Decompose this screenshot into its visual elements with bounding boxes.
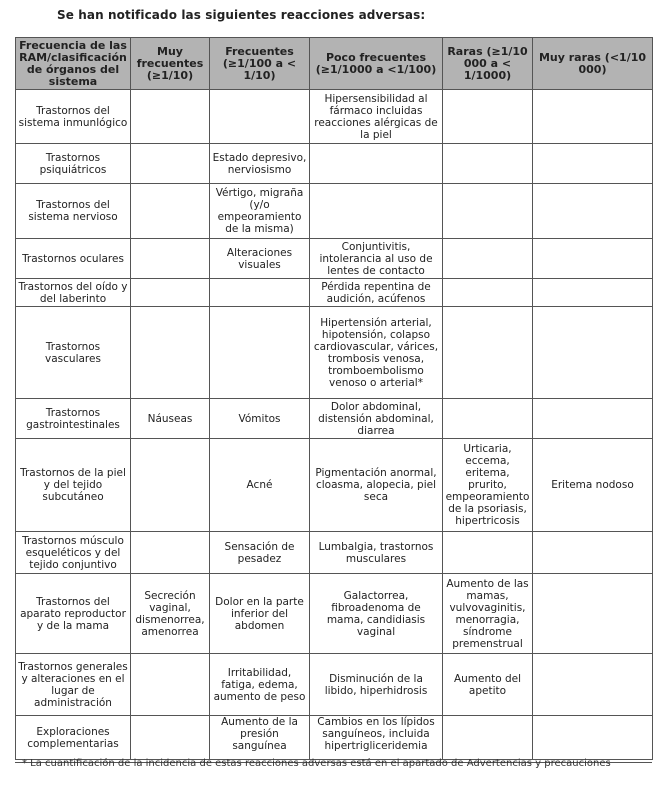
organ-system-cell: Exploraciones complementarias [16, 716, 131, 760]
footnote [22, 758, 622, 770]
organ-system-cell: Trastornos del sistema nervioso [16, 184, 131, 239]
frequency-cell: Aumento de las mamas, vulvovaginitis, menorragia, síndrome premenstrual [443, 574, 533, 654]
frequency-cell [443, 307, 533, 399]
frequency-cell: Estado depresivo, nerviosismo [210, 144, 310, 184]
frequency-cell [210, 90, 310, 144]
frequency-cell: Sensación de pesadez [210, 532, 310, 574]
organ-system-cell: Trastornos oculares [16, 239, 131, 279]
frequency-cell: Dolor abdominal, distensión abdominal, diarrea [310, 399, 443, 439]
organ-system-cell: Trastornos de la piel y del tejido subcutáneo [16, 439, 131, 532]
frequency-cell [310, 184, 443, 239]
table-row [16, 399, 653, 439]
table-row [16, 279, 653, 307]
section-heading: Se han notificado las siguientes reacciones adversas: [57, 8, 426, 22]
frequency-cell [533, 144, 653, 184]
frequency-cell [443, 144, 533, 184]
frequency-cell [131, 184, 210, 239]
organ-system-cell: Trastornos del aparato reproductor y de la mama [16, 574, 131, 654]
table-header-row [16, 38, 653, 90]
frequency-cell [131, 307, 210, 399]
footnote-text: * La cuantificación de la incidencia de estas reacciones adversas está en el apartado de Advertencias y precauciones [22, 758, 611, 769]
frequency-cell [210, 307, 310, 399]
frequency-cell: Cambios en los lípidos sanguíneos, incluida hipertrigliceridemia [310, 716, 443, 760]
table-row [16, 144, 653, 184]
frequency-cell: Acné [210, 439, 310, 532]
table-row [16, 532, 653, 574]
frequency-cell [443, 399, 533, 439]
organ-system-cell: Trastornos del oído y del laberinto [16, 279, 131, 307]
frequency-cell [533, 184, 653, 239]
column-header-0: Frecuencia de las RAM/clasificación de órganos del sistema [16, 38, 131, 90]
frequency-cell [533, 532, 653, 574]
frequency-cell [443, 716, 533, 760]
frequency-cell: Alteraciones visuales [210, 239, 310, 279]
table-row [16, 307, 653, 399]
column-header-5: Muy raras (<1/10 000) [533, 38, 653, 90]
frequency-cell: Disminución de la libido, hiperhidrosis [310, 654, 443, 716]
organ-system-cell: Trastornos músculo esqueléticos y del tejido conjuntivo [16, 532, 131, 574]
frequency-cell [131, 279, 210, 307]
frequency-cell: Lumbalgia, trastornos musculares [310, 532, 443, 574]
frequency-cell [131, 654, 210, 716]
frequency-cell: Hipertensión arterial, hipotensión, colapso cardiovascular, várices, trombosis venosa, tromboembolismo venoso o arterial* [310, 307, 443, 399]
frequency-cell [443, 184, 533, 239]
table-row [16, 654, 653, 716]
column-header-4: Raras (≥1/10 000 a < 1/1000) [443, 38, 533, 90]
frequency-cell [131, 239, 210, 279]
frequency-cell: Dolor en la parte inferior del abdomen [210, 574, 310, 654]
frequency-cell [533, 307, 653, 399]
frequency-cell: Galactorrea, fibroadenoma de mama, candidiasis vaginal [310, 574, 443, 654]
organ-system-cell: Trastornos del sistema inmunlógico [16, 90, 131, 144]
frequency-cell: Aumento del apetito [443, 654, 533, 716]
frequency-cell: Pérdida repentina de audición, acúfenos [310, 279, 443, 307]
frequency-cell [533, 90, 653, 144]
table-row [16, 90, 653, 144]
frequency-cell [443, 279, 533, 307]
table-row [16, 439, 653, 532]
frequency-cell [310, 144, 443, 184]
column-header-2: Frecuentes (≥1/100 a < 1/10) [210, 38, 310, 90]
frequency-cell: Vértigo, migraña (y/o empeoramiento de la misma) [210, 184, 310, 239]
frequency-cell [533, 239, 653, 279]
frequency-cell [533, 574, 653, 654]
frequency-cell: Conjuntivitis, intolerancia al uso de lentes de contacto [310, 239, 443, 279]
frequency-cell [533, 716, 653, 760]
table-body [16, 90, 653, 760]
frequency-cell: Vómitos [210, 399, 310, 439]
organ-system-cell: Trastornos generales y alteraciones en el lugar de administración [16, 654, 131, 716]
frequency-cell: Aumento de la presión sanguínea [210, 716, 310, 760]
frequency-cell [533, 279, 653, 307]
frequency-cell [443, 532, 533, 574]
frequency-cell [131, 532, 210, 574]
frequency-cell [443, 90, 533, 144]
frequency-cell: Urticaria, eccema, eritema, prurito, empeoramiento de la psoriasis, hipertricosis [443, 439, 533, 532]
frequency-cell [131, 144, 210, 184]
table-row [16, 239, 653, 279]
frequency-cell [443, 239, 533, 279]
frequency-cell [131, 90, 210, 144]
frequency-cell [210, 279, 310, 307]
frequency-cell [131, 439, 210, 532]
frequency-cell: Irritabilidad, fatiga, edema, aumento de peso [210, 654, 310, 716]
column-header-3: Poco frecuentes (≥1/1000 a <1/100) [310, 38, 443, 90]
frequency-cell: Secreción vaginal, dismenorrea, amenorrea [131, 574, 210, 654]
organ-system-cell: Trastornos vasculares [16, 307, 131, 399]
frequency-cell: Náuseas [131, 399, 210, 439]
column-header-1: Muy frecuentes (≥1/10) [131, 38, 210, 90]
frequency-cell [533, 399, 653, 439]
table-row [16, 574, 653, 654]
adverse-reactions-table [15, 37, 653, 760]
table-row [16, 184, 653, 239]
frequency-cell [131, 716, 210, 760]
organ-system-cell: Trastornos gastrointestinales [16, 399, 131, 439]
frequency-cell: Hipersensibilidad al fármaco incluidas reacciones alérgicas de la piel [310, 90, 443, 144]
frequency-cell [533, 654, 653, 716]
organ-system-cell: Trastornos psiquiátricos [16, 144, 131, 184]
frequency-cell: Eritema nodoso [533, 439, 653, 532]
table-row [16, 716, 653, 760]
frequency-cell: Pigmentación anormal, cloasma, alopecia, piel seca [310, 439, 443, 532]
